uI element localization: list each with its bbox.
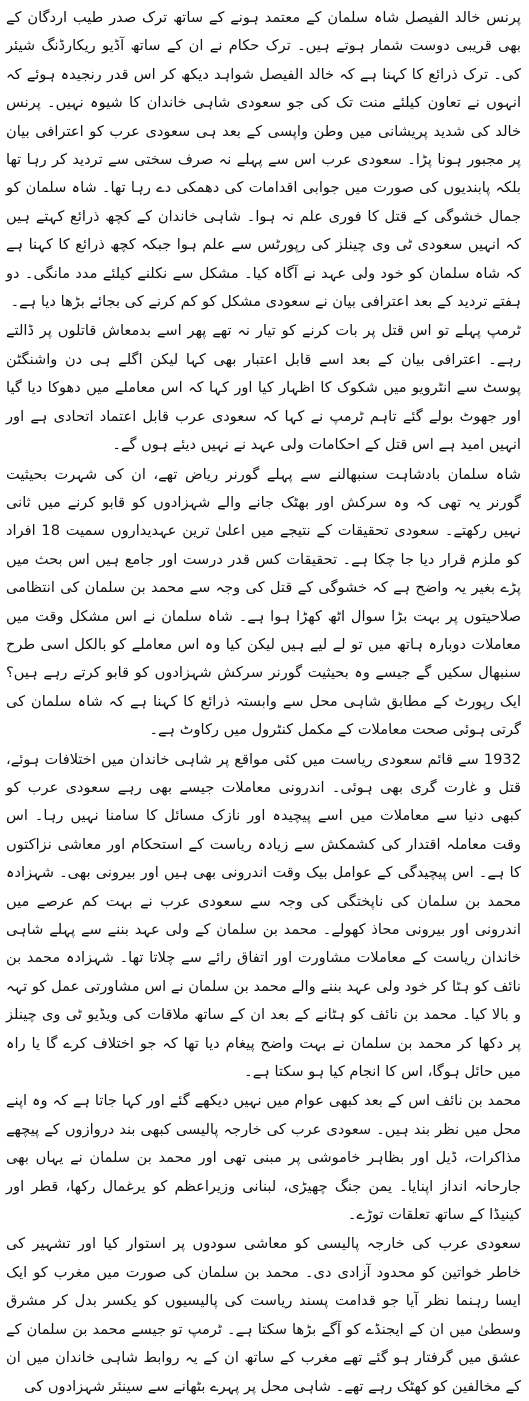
article-paragraph-1: پرنس خالد الفیصل شاہ سلمان کے معتمد ہونے کے ساتھ ترک صدر طیب اردگان کے بھی قریبی دوست شمار ہوتے ہیں۔ ترک حکام نے ان کے ساتھ آڈیو ریکارڈنگ شیئر کی۔ ترک ذرائع کا کہنا ہے کہ خالد الفیصل شواہد دیکھ کر اس قدر رنجیدہ ہوئے کہ انہوں نے تعاون کیلئے منت تک کی جو سعودی شاہی خاندان کا شیوہ نہیں۔ پرنس خالد کی شدید پریشانی میں وطن واپسی کے بعد ہی سعودی عرب کو اعترافی بیان پر مجبور ہونا پڑا۔ سعودی عرب اس سے پہلے نہ صرف سختی سے تردید کر رہا تھا بلکہ پابندیوں کی صورت میں جوابی اقدامات کی دھمکی دے رہا تھا۔ شاہ سلمان کو جمال خشوگی کے قتل کا فوری علم نہ ہوا۔ شاہی خاندان کے کچھ ذرائع کہتے ہیں کہ انہیں سعودی ٹی وی چینلز کی رپورٹس سے علم ہوا جبکہ کچھ ذرائع کا کہنا ہے کہ شاہ سلمان کو خود ولی عہد نے آگاہ کیا۔ مشکل سے نکلنے کیلئے مدد مانگی۔ دو ہفتے تردید کے بعد اعترافی بیان نے سعودی مشکل کو کم کرنے کی بجائے بڑھا دیا ہے۔ [6,9,521,311]
article-paragraph-6: سعودی عرب کی خارجہ پالیسی کو معاشی سودوں پر استوار کیا اور تشہیر کی خاطر خواتین کو محدود آزادی دی۔ محمد بن سلمان کی صورت میں مغرب کو ایک ایسا رہنما نظر آیا جو قدامت پسند ریاست کی پالیسیوں کو یکسر بدل کر مشرق وسطیٰ میں ان کے ایجنڈے کو آگے بڑھا سکتا ہے۔ ٹرمپ تو جیسے محمد بن سلمان کے عشق میں گرفتار ہو گئے تھے مغرب کے ساتھ ان کے یہ روابط شاہی خاندان میں ان کے مخالفین کو کھٹک رہے تھے۔ شاہی محل پر پہرے بٹھانے سے سینئر شہزادوں کی [6,1235,521,1395]
article-paragraph-2: ٹرمپ پہلے تو اس قتل پر بات کرنے کو تیار نہ تھے پھر اسے بدمعاش قاتلوں پر ڈالتے رہے۔ اعترافی بیان کے بعد اسے قابل اعتبار بھی کہا لیکن اگلے ہی دن واشنگٹن پوسٹ سے انٹرویو میں شکوک کا اظہار کیا اور کہا کہ اس معاملے میں دھوکا دیا گیا اور جھوٹ بولے گئے تاہم ٹرمپ نے کہا کہ سعودی عرب قابل اعتماد اتحادی ہے اور انہیں امید ہے اس قتل کے احکامات ولی عہد نے نہیں دیئے ہوں گے۔ [6,322,521,454]
article-paragraph-5: محمد بن نائف اس کے بعد کبھی عوام میں نہیں دیکھے گئے اور کہا جاتا ہے کہ وہ اپنے محل میں نظر بند ہیں۔ سعودی عرب کی خارجہ پالیسی کبھی بند دروازوں کے پیچھے مذاکرات، ڈیل اور بظاہر خاموشی پر مبنی تھی اور محمد بن سلمان نے یہاں بھی جارحانہ انداز اپنایا۔ یمن جنگ چھیڑی، لبنانی وزیراعظم کو یرغمال رکھا، قطر اور کینیڈا کے ساتھ تعلقات توڑے۔ [6,1092,521,1224]
article-paragraph-3: شاہ سلمان بادشاہت سنبھالنے سے پہلے گورنر ریاض تھے، ان کی شہرت بحیثیت گورنر یہ تھی کہ وہ سرکش اور بھٹک جانے والے شہزادوں کو قابو کرنے میں ثانی نہیں رکھتے۔ سعودی تحقیقات کے نتیجے میں اعلیٰ ترین عہدیداروں سمیت 18 افراد کو ملزم قرار دیا جا چکا ہے۔ تحقیقات کس قدر درست اور جامع ہیں اس بحث میں پڑے بغیر یہ واضح ہے کہ خشوگی کے قتل کی وجہ سے محمد بن سلمان کی انتظامی صلاحیتوں پر بہت بڑا سوال اٹھ کھڑا ہوا ہے۔ شاہ سلمان نے اس مشکل وقت میں معاملات دوبارہ ہاتھ میں تو لے لیے ہیں لیکن کیا وہ اس معاملے کو بالکل اسی طرح سنبھال سکیں گے جیسے وہ بحیثیت گورنر سرکش شہزادوں کو قابو کرتے رہے ہیں؟ ایک رپورٹ کے مطابق شاہی محل سے وابستہ ذرائع کا کہنا ہے کہ شاہ سلمان کی گرتی ہوئی صحت معاملات کے مکمل کنٹرول میں رکاوٹ ہے۔ [6,465,521,739]
article-paragraph-4: 1932 سے قائم سعودی ریاست میں کئی مواقع پر شاہی خاندان میں اختلافات ہوئے، قتل و غارت گری بھی ہوئی۔ اندرونی معاملات جیسے بھی رہے سعودی عرب کو کبھی دنیا سے معاملات میں اسے پیچیدہ اور نازک مسائل کا سامنا نہیں رہا۔ اس وقت معاملہ اقتدار کی کشمکش سے زیادہ ریاست کے استحکام اور معاشی نزاکتوں کا ہے۔ اس پیچیدگی کے عوامل بیک وقت اندرونی بھی ہیں اور بیرونی بھی۔ شہزادہ محمد بن سلمان کی ناپختگی کی وجہ سے سعودی عرب نے بہت کم عرصے میں اندرونی اور بیرونی محاذ کھولے۔ محمد بن سلمان کے ولی عہد بننے سے پہلے شاہی خاندان ریاست کے معاملات مشاورت اور اتفاق رائے سے چلاتا تھا۔ شہزادہ محمد بن نائف کو ہٹا کر خود ولی عہد بننے والے محمد بن سلمان نے اس مشاورتی عمل کو تہہ و بالا کیا۔ محمد بن نائف کو ہٹانے کے بعد ان کے ساتھ ملاقات کی ویڈیو ٹی وی چینلز پر دکھا کر محمد بن سلمان نے بہت واضح پیغام دیا تھا کہ جو اختلاف کرے گا یا راہ میں حائل ہوگا، اس کا انجام کیا ہو سکتا ہے۔ [6,750,521,1081]
